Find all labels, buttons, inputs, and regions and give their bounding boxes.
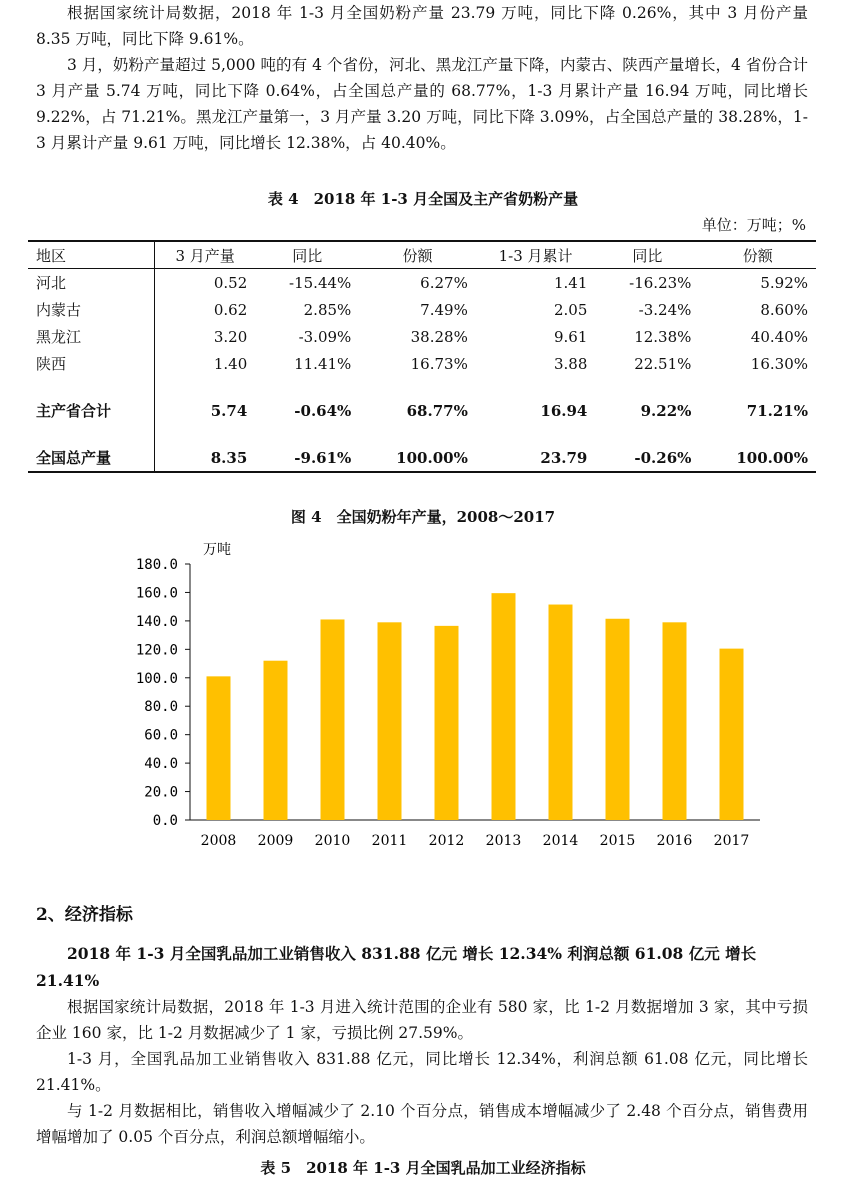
x-tick-label: 2015 [599, 833, 636, 849]
cell: 71.21% [746, 401, 808, 420]
y-axis-unit: 万吨 [203, 542, 231, 558]
y-tick-label: 60.0 [144, 727, 178, 744]
y-tick-label: 20.0 [144, 784, 178, 801]
x-tick-label: 2017 [713, 833, 750, 849]
cell: 1.41 [553, 273, 588, 292]
y-tick-label: 80.0 [144, 699, 178, 716]
paragraph-intro: 根据国家统计局数据，2018 年 1-3 月全国奶粉产量 23.79 万吨，同比下降 0.26%，其中 3 月份产量 8.35 万吨，同比下降 9.61%。 [36, 4, 808, 48]
table-row-total [28, 444, 816, 472]
bar-2010 [321, 619, 345, 820]
paragraph-provinces: 3 月，奶粉产量超过 5,000 吨的有 4 个省份，河北、黑龙江产量下降，内蒙古、陕西产量增长，4 省份合计 3 月产量 5.74 万吨，同比下降 0.64%，占全国总产量的 68.77%，1-3 月累计产量 16.94 万吨，同比增长 9.22%，占 71.21%。黑龙江产量第一，3 月产量 3.20 万吨，同比下降 3.09%，占全国总产量的 38.28%，1-3 月累计产量 9.61 万吨，同比增长 12.38%，占 40.40%。 [36, 56, 808, 152]
x-tick-label: 2008 [200, 833, 237, 849]
bar-2014 [549, 605, 573, 820]
table4 [28, 240, 816, 473]
cell: 5.92% [760, 273, 808, 292]
bar-2008 [207, 676, 231, 820]
cell: -3.09% [298, 327, 352, 346]
bar-chart [0, 530, 846, 860]
header-share: 份额 [359, 241, 476, 269]
y-tick-label: 0.0 [152, 813, 178, 829]
cell: -9.61% [255, 444, 359, 472]
table-row [28, 323, 816, 350]
table-spacer-row [28, 377, 816, 397]
bar-2013 [492, 593, 516, 820]
section2-bold-line: 2018 年 1-3 月全国乳品加工业销售收入 831.88 亿元 增长 12.34% 利润总额 61.08 亿元 增长 21.41% [36, 944, 757, 990]
header-cumulative: 1-3 月累计 [476, 241, 596, 269]
section2-heading: 2、经济指标 [36, 905, 133, 925]
cell: -0.26% [595, 444, 699, 472]
cell: 22.51% [634, 354, 692, 373]
table-row-subtotal [28, 397, 816, 424]
cell: 100.00% [699, 444, 816, 472]
cell: 11.41% [294, 354, 352, 373]
table-row [28, 296, 816, 323]
cell: -16.23% [629, 273, 692, 292]
cell: 1.40 [213, 354, 248, 373]
cell: 2.85% [303, 300, 352, 319]
cell-region: 全国总产量 [28, 444, 155, 472]
cell-region: 主产省合计 [28, 397, 155, 424]
cell: 16.30% [750, 354, 808, 373]
x-tick-labels [201, 833, 750, 849]
x-tick-label: 2012 [428, 833, 465, 849]
header-yoy: 同比 [255, 241, 359, 269]
y-tick-label: 40.0 [144, 756, 178, 773]
cell: 0.52 [213, 273, 248, 292]
cell: 6.27% [420, 273, 468, 292]
y-tick-label: 120.0 [135, 642, 178, 659]
cell-region: 河北 [28, 269, 155, 297]
cell: 7.49% [420, 300, 468, 319]
y-tick-label: 140.0 [135, 613, 178, 630]
table4-caption: 表 4 2018 年 1-3 月全国及主产省奶粉产量 [267, 190, 579, 208]
y-tick-label: 160.0 [135, 585, 178, 602]
table-spacer-row [28, 424, 816, 444]
table-row [28, 350, 816, 377]
cell: 38.28% [410, 327, 468, 346]
y-tick-label: 100.0 [135, 670, 178, 687]
figure4-caption: 图 4 全国奶粉年产量，2008～2017 [290, 508, 556, 526]
cell: 0.62 [213, 300, 248, 319]
bar-2012 [435, 626, 459, 820]
header-cum-yoy: 同比 [595, 241, 699, 269]
cell: 5.74 [210, 401, 248, 420]
x-tick-label: 2016 [656, 833, 693, 849]
bar-2015 [606, 619, 630, 820]
header-march-output: 3 月产量 [155, 241, 256, 269]
cell: 23.79 [476, 444, 596, 472]
cell-region: 黑龙江 [28, 323, 155, 350]
cell: 12.38% [634, 327, 692, 346]
cell: 8.60% [760, 300, 808, 319]
table-header-row [28, 241, 816, 269]
cell: -15.44% [289, 273, 352, 292]
cell: 40.40% [750, 327, 808, 346]
x-tick-label: 2011 [371, 833, 408, 849]
cell: -3.24% [638, 300, 692, 319]
cell: 100.00% [359, 444, 476, 472]
cell: 9.61 [553, 327, 588, 346]
bar-2011 [378, 622, 402, 820]
section2-paragraph-2: 1-3 月，全国乳品加工业销售收入 831.88 亿元，同比增长 12.34%，利润总额 61.08 亿元，同比增长 21.41%。 [36, 1050, 808, 1094]
section2-paragraph-1: 根据国家统计局数据，2018 年 1-3 月进入统计范围的企业有 580 家，比 1-2 月数据增加 3 家，其中亏损企业 160 家，比 1-2 月数据减少了 1 家，亏损比例 27.59%。 [36, 998, 808, 1042]
section2-paragraph-3: 与 1-2 月数据相比，销售收入增幅减少了 2.10 个百分点，销售成本增幅减少了 2.48 个百分点，销售费用增幅增加了 0.05 个百分点，利润总额增幅缩小。 [36, 1102, 808, 1146]
table-row [28, 269, 816, 297]
x-tick-label: 2010 [314, 833, 351, 849]
bar-2009 [264, 661, 288, 820]
cell: 3.88 [553, 354, 588, 373]
cell-region: 陕西 [28, 350, 155, 377]
x-tick-label: 2014 [542, 833, 579, 849]
cell: -0.64% [294, 401, 352, 420]
bar-2017 [720, 649, 744, 820]
table5-caption: 表 5 2018 年 1-3 月全国乳品加工业经济指标 [260, 1159, 586, 1177]
cell-region: 内蒙古 [28, 296, 155, 323]
cell: 8.35 [155, 444, 256, 472]
y-tick-label: 180.0 [135, 557, 178, 573]
cell: 2.05 [553, 300, 588, 319]
cell: 16.73% [410, 354, 468, 373]
x-tick-label: 2009 [257, 833, 294, 849]
bars [207, 593, 744, 820]
y-ticks [136, 557, 190, 829]
header-cum-share: 份额 [699, 241, 816, 269]
header-region: 地区 [28, 241, 155, 269]
x-tick-label: 2013 [485, 833, 522, 849]
cell: 9.22% [640, 401, 692, 420]
cell: 16.94 [540, 401, 588, 420]
cell: 3.20 [213, 327, 248, 346]
bar-2016 [663, 622, 687, 820]
cell: 68.77% [406, 401, 468, 420]
table4-unit: 单位：万吨；% [701, 216, 806, 234]
